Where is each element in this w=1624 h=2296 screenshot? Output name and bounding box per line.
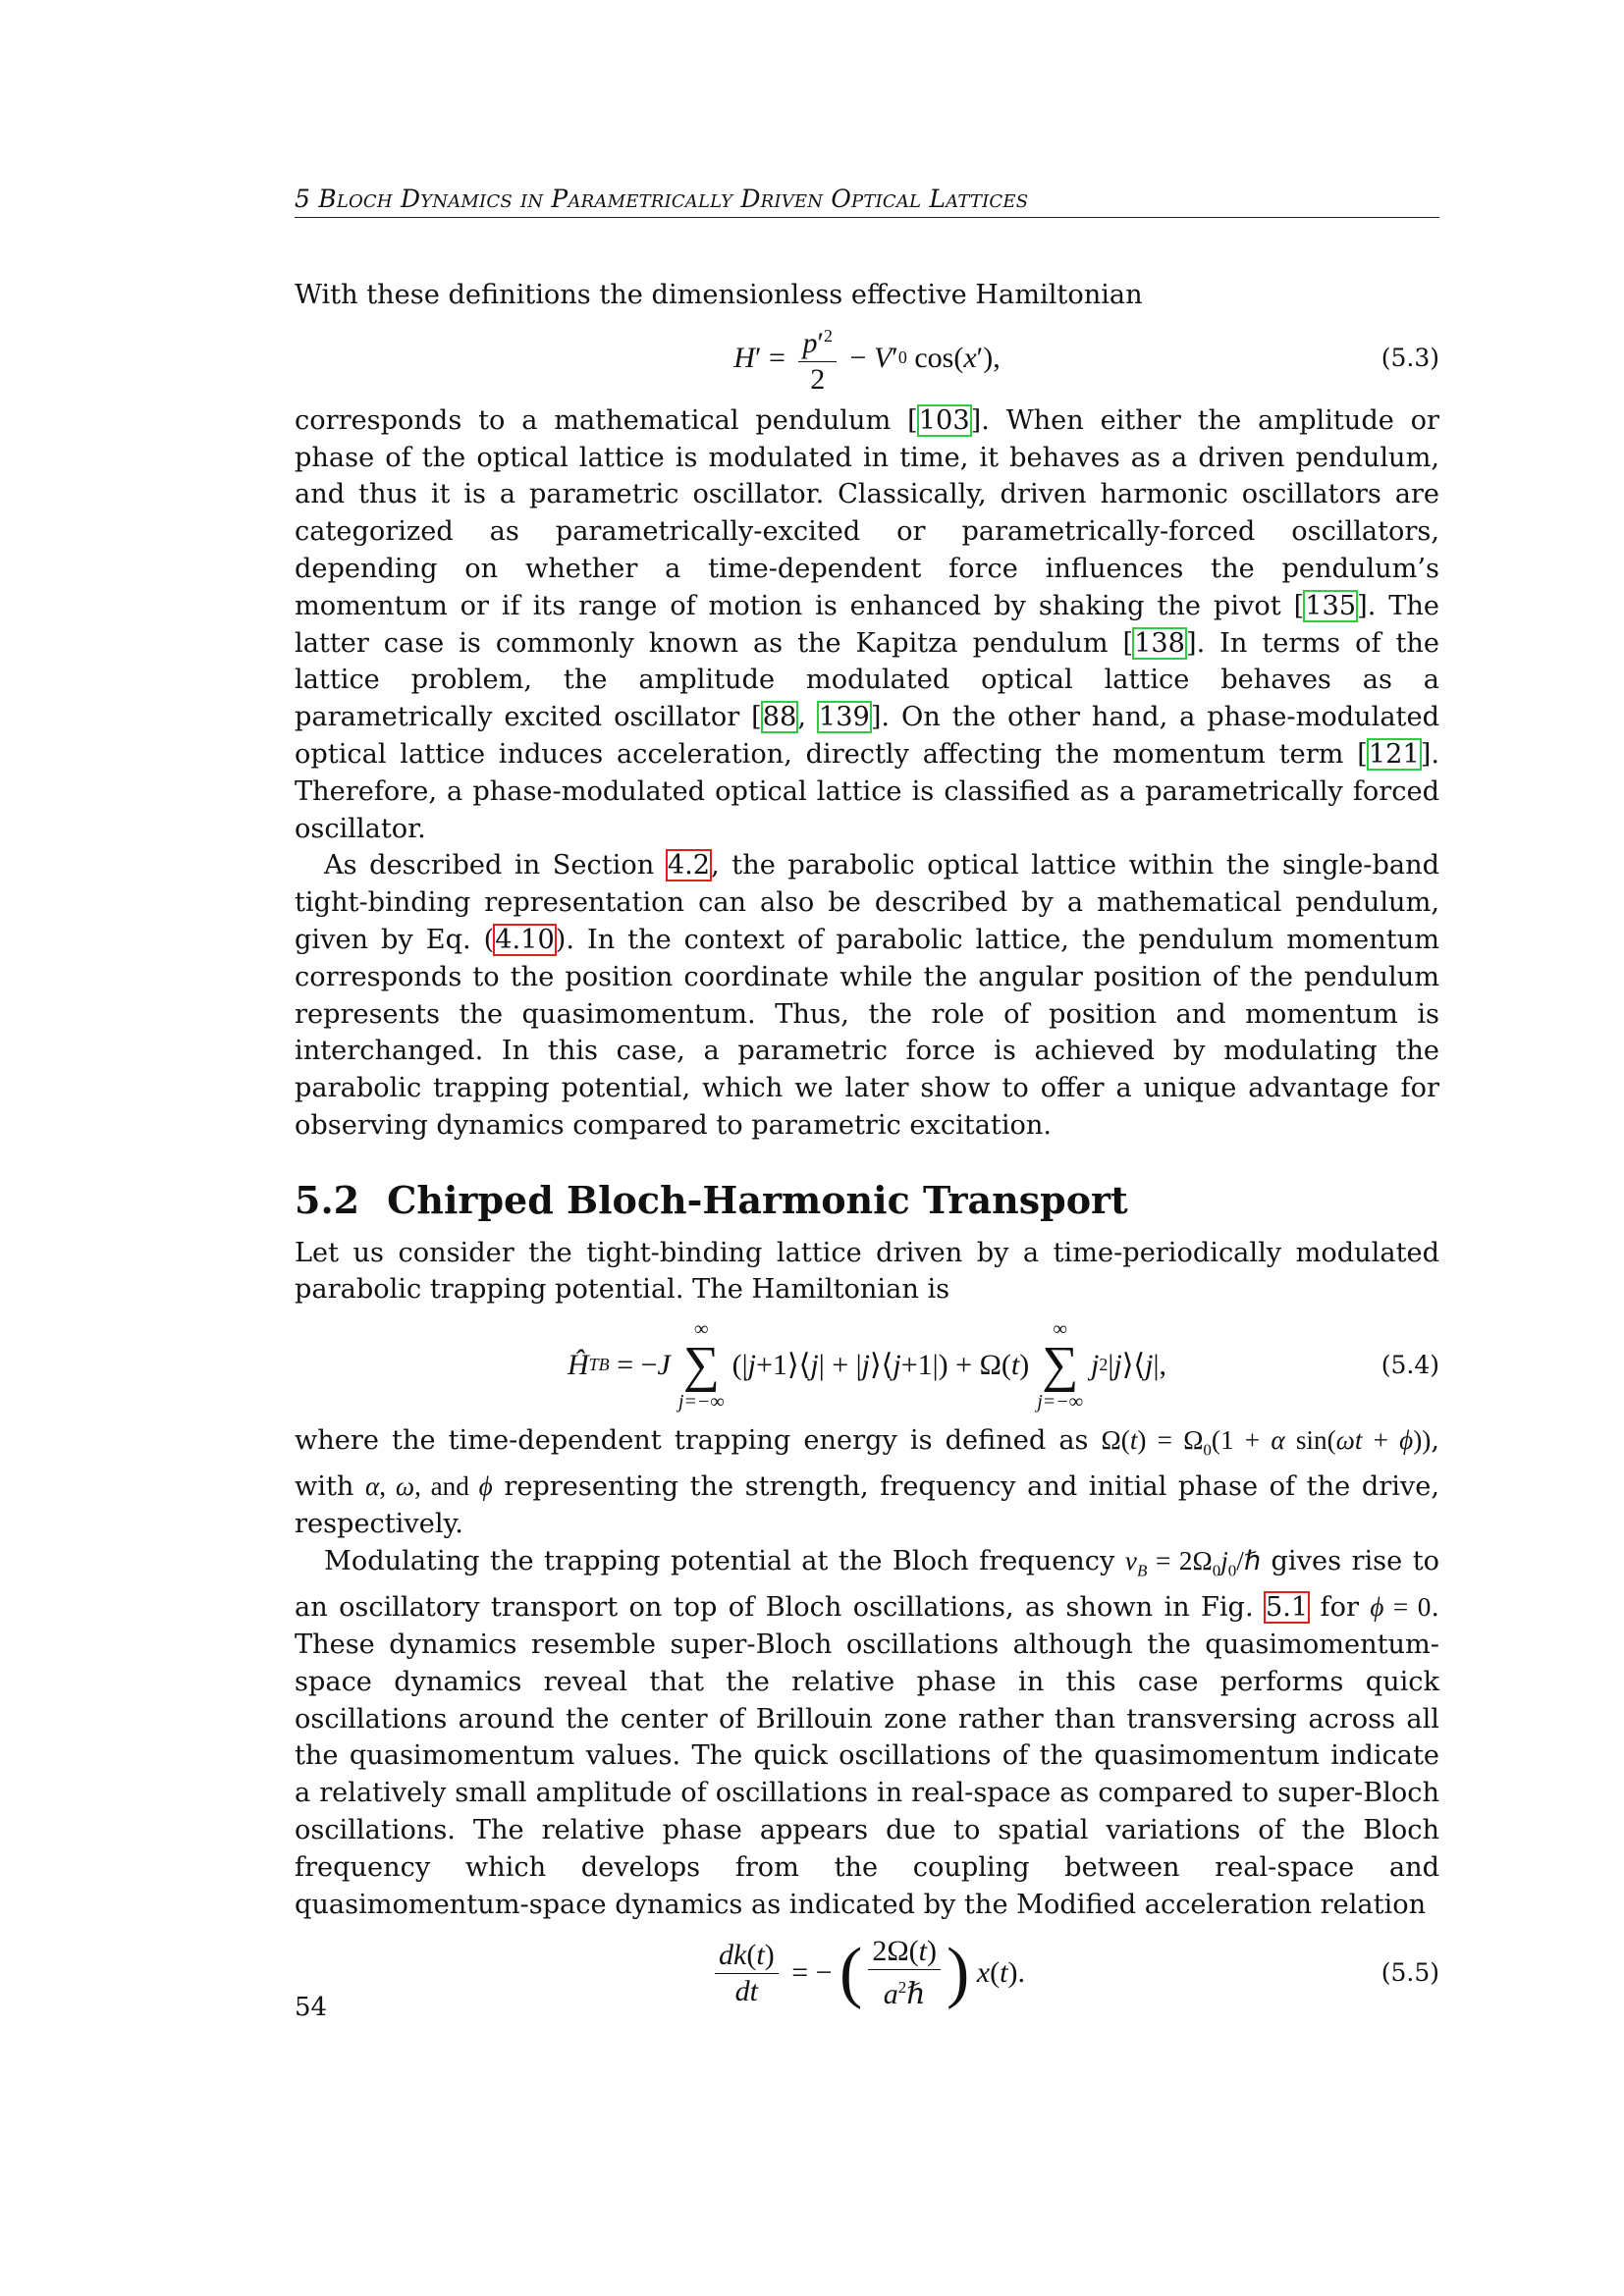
paragraph-bloch-frequency: Modulating the trapping potential at the Bloch frequency $\nu_B$ = $2\Omega_0j_0/\hbar$ gives rise to an oscillatory transport on top of Bloch oscillations, as shown in Fig. 5.1 for ϕ = 0. These dynamics resemble super-Bloch oscillations although the quasimomentum-space dynamics reveal that the relative phase in this case performs quick oscillations around the center of Brillouin zone rather than transversing across all the quasimomentum values. The quick oscillations of the quasimomentum indicate a relatively small amplitude of oscillations in real-space as compared to super-Bloch oscillations. The relative phase appears due to spatial variations of the Bloch frequency which develops from the coupling between real-space and quasimomentum-space dynamics as indicated by the Modified acceleration relation xyxy=(295,1545,1439,1920)
equation-number: (5.5) xyxy=(1380,1958,1439,1988)
paragraph-hamiltonian-intro: Let us consider the tight-binding lattice driven by a time-periodically modulated parabolic trapping potential. The Hamiltonian is xyxy=(295,1237,1439,1306)
citation-link[interactable]: 88 xyxy=(762,702,797,733)
equation-number: (5.3) xyxy=(1380,343,1439,372)
page-body xyxy=(295,277,1439,2023)
equation-5-5: $\frac{dk(t)}{dt}$ = − ( $\frac{2\Omega(t)}{a^2\hbar}$ ) x ( t ). (5.5) xyxy=(295,1925,1439,2021)
page-number: 54 xyxy=(295,1993,328,2022)
equation-5-4: Ĥ TB = − J ∞ ∑ j=−∞ (| j +1⟩⟨ j | + | j ⟩⟨ j +1|) + Ω( t ) ∞ ∑ j=−∞ j 2 | j ⟩⟨ j |, (5.4) xyxy=(568,1318,1439,1414)
citation-link[interactable]: 103 xyxy=(918,404,970,436)
citation-link[interactable]: 135 xyxy=(1305,590,1357,621)
equation-number: (5.4) xyxy=(1380,1351,1439,1380)
citation-link[interactable]: 139 xyxy=(818,702,870,733)
citation-link[interactable]: 121 xyxy=(1368,738,1420,770)
section-heading: 5.2 Chirped Bloch-Harmonic Transport xyxy=(295,1177,1128,1222)
paragraph-pendulum: corresponds to a mathematical pendulum [103]. When either the amplitude or phase of the optical lattice is modulated in time, it behaves as a driven pendulum, and thus it is a parametric oscillator. Classically, driven harmonic oscillators are categorized as parametrically-excited or parametrically-forced oscillators, depending on whether a time-dependent force influences the pendulum’s momentum or if its range of motion is enhanced by shaking the pivot [135]. The latter case is commonly known as the Kapitza pendulum [138]. In terms of the lattice problem, the amplitude modulated optical lattice behaves as a parametrically excited oscillator [88, 139]. On the other hand, a phase-modulated optical lattice induces acceleration, directly affecting the momentum term [121]. Therefore, a phase-modulated optical lattice is classified as a parametrically forced oscillator. xyxy=(295,404,1440,844)
paragraph-trapping-energy: where the time-dependent trapping energy is defined as $\Omega(t) = \Omega_0(1 + \alpha$ sin(ωt + ϕ)), with α, ω, and ϕ representing the strength, frequency and initial phase of the drive, respectively. xyxy=(295,1425,1440,1540)
paragraph-intro: With these definitions the dimensionless effective Hamiltonian xyxy=(295,280,1143,310)
section-link[interactable]: 4.2 xyxy=(667,850,711,881)
running-head: 5 Bloch Dynamics in Parametrically Driven Optical Lattices xyxy=(295,185,1439,218)
equation-link[interactable]: 4.10 xyxy=(495,924,555,955)
citation-link[interactable]: 138 xyxy=(1134,627,1185,659)
figure-link[interactable]: 5.1 xyxy=(1265,1592,1309,1624)
equation-5-3: H ′ = $\frac{p'^2}{2}$ − V ′ 0 cos( x ′), (5.3) xyxy=(295,316,1439,400)
paragraph-parabolic: As described in Section 4.2, the parabolic optical lattice within the single-band tight-binding representation can also be described by a mathematical pendulum, given by Eq. (4.10). In the context of parabolic lattice, the pendulum momentum corresponds to the position coordinate while the angular position of the pendulum represents the quasimomentum. Thus, the role of position and momentum is interchanged. In this case, a parametric force is achieved by modulating the parabolic trapping potential, which we later show to offer a unique advantage for observing dynamics compared to parametric excitation. xyxy=(295,850,1439,1141)
